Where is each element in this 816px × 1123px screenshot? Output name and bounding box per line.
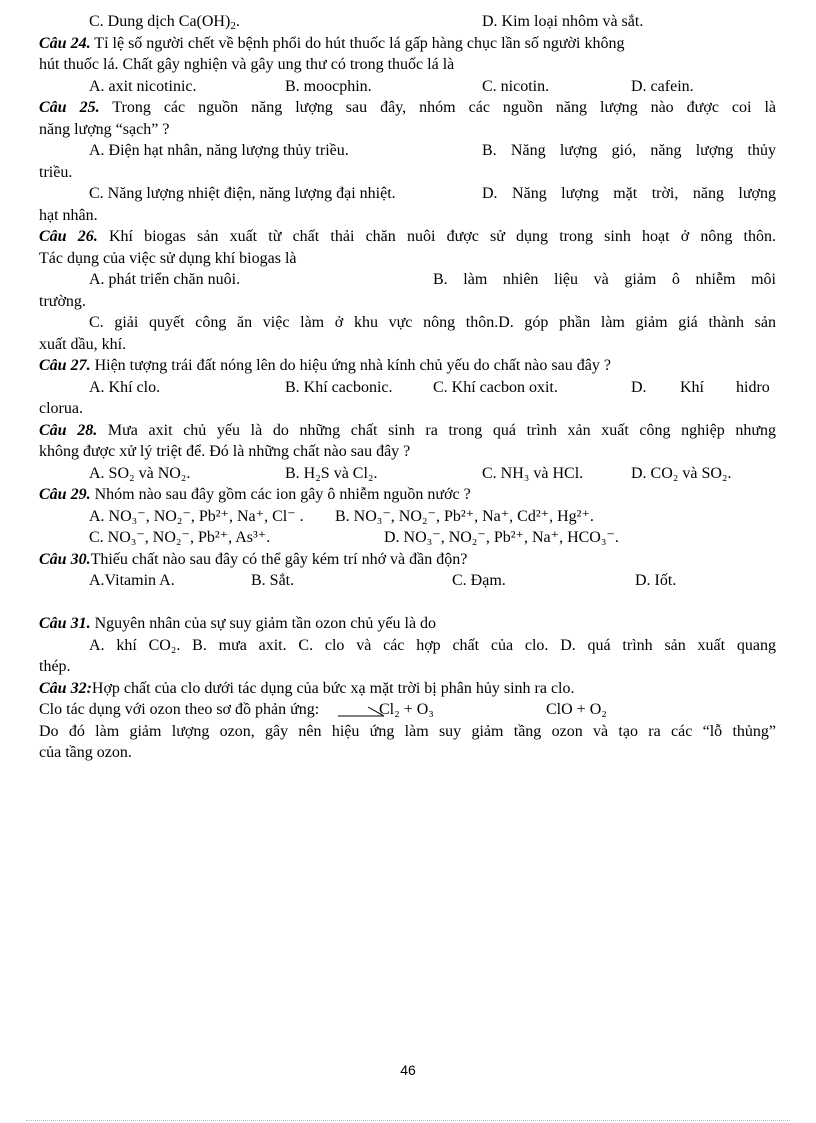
q28-question-cont: không được xử lý triệt để. Đó là những chất nào sau đây ? — [39, 443, 411, 460]
q25-option-d: D. Năng lượng mặt trời, năng lượng — [482, 185, 776, 202]
q26-label: Câu 26. — [39, 228, 98, 245]
q23-options — [39, 11, 776, 33]
q27-label: Câu 27. — [39, 357, 91, 374]
q30-question: Câu 30.Thiếu chất nào sau đây có thể gây kém trí nhớ và đần độn? — [39, 550, 468, 568]
q24-option-b: B. moocphin. — [285, 77, 372, 95]
q27-option-b: B. Khí cacbonic. — [285, 378, 393, 396]
q24-option-c: C. nicotin. — [482, 77, 550, 95]
q25-option-c: C. Năng lượng nhiệt điện, năng lượng đại nhiệt. — [89, 185, 396, 202]
q31-options-cont: thép. — [39, 658, 71, 675]
q32-reaction-prefix: Clo tác dụng với ozon theo sơ đồ phản ứng: — [39, 701, 320, 718]
q27-question: Câu 27. Hiện tượng trái đất nóng lên do hiệu ứng nhà kính chủ yếu do chất nào sau đây ? — [39, 357, 611, 374]
q23-option-c: C. Dung dịch $Ca(OH)_2$. — [89, 13, 240, 32]
q28-label: Câu 28. — [39, 421, 98, 439]
q27-option-d-cont: clorua. — [39, 400, 83, 417]
q29-option-a: A. NO₃⁻, NO₂⁻, Pb²⁺, Na⁺, Cl⁻ . — [89, 507, 304, 525]
q24-options — [39, 76, 776, 98]
q25-option-b-cont: triều. — [39, 163, 73, 181]
q29-option-b: B. NO₃⁻, NO₂⁻, Pb²⁺, Na⁺, Cd²⁺, Hg²⁺. — [335, 507, 594, 525]
q29-option-c: C. NO₃⁻, NO₂⁻, Pb²⁺, As³⁺. — [89, 529, 271, 546]
q32-reaction-line — [39, 699, 776, 721]
q24-question-cont: hút thuốc lá. Chất gây nghiện và gây ung thư có trong thuốc lá là — [39, 56, 455, 73]
q28-options — [39, 463, 776, 485]
q27-option-d-prefix: D. — [631, 378, 647, 396]
q26-question: Câu 26. Khí biogas sản xuất từ chất thải chăn nuôi được sử dụng trong sinh hoạt ở nông thôn. — [39, 228, 777, 245]
spacer — [39, 592, 776, 614]
page-number: 46 — [400, 1062, 416, 1078]
q28-question: Câu 28. Mưa axit chủ yếu là do những chất sinh ra trong quá trình xản xuất công nghiệp nhưng — [39, 421, 777, 439]
q24-question: Câu 24. Tỉ lệ số người chết về bệnh phổi do hút thuốc lá gấp hàng chục lần số người không — [39, 34, 625, 52]
q24-label: Câu 24. — [39, 34, 91, 52]
q25-options-cd — [39, 183, 776, 205]
q26-option-a: A. phát triển chăn nuôi. — [89, 271, 241, 288]
q25-option-a: A. Điện hạt nhân, năng lượng thủy triều. — [89, 142, 349, 159]
q32-reactants: Cl₂ + O₃ — [379, 701, 434, 718]
q25-question: Câu 25. Trong các nguồn năng lượng sau đây, nhóm các nguồn năng lượng nào được coi là — [39, 99, 777, 116]
q25-option-b: B. Năng lượng gió, năng lượng thủy — [482, 142, 776, 159]
q30-option-d: D. Iốt. — [635, 572, 677, 589]
q30-option-a: A.Vitamin A. — [89, 572, 175, 589]
q32-label: Câu 32: — [39, 679, 92, 697]
q32-products: ClO + O₂ — [546, 701, 607, 718]
q31-options: A. khí CO₂. B. mưa axit. C. clo và các hợp chất của clo. D. quá trình sản xuất quang — [89, 636, 776, 654]
q26-options-cd-cont: xuất dầu, khí. — [39, 335, 127, 353]
q31-label: Câu 31. — [39, 615, 91, 632]
q25-question-cont: năng lượng “sạch” ? — [39, 120, 170, 138]
q30-option-b: B. Sắt. — [251, 572, 295, 589]
q30-option-c: C. Đạm. — [452, 572, 506, 589]
q28-option-b: B. H₂S và Cl₂. — [285, 464, 378, 482]
q27-option-a: A. Khí clo. — [89, 378, 161, 396]
q24-option-d: D. cafein. — [631, 77, 694, 95]
q29-option-d: D. NO₃⁻, NO₂⁻, Pb²⁺, Na⁺, HCO₃⁻. — [384, 529, 619, 546]
q27-option-d-word2: hidro — [736, 378, 770, 396]
q32-question: Câu 32:Hợp chất của clo dưới tác dụng của bức xạ mặt trời bị phân hủy sinh ra clo. — [39, 679, 575, 697]
q30-label: Câu 30. — [39, 550, 91, 568]
page-border — [26, 1120, 790, 1121]
q32-explanation-cont: của tầng ozon. — [39, 744, 132, 761]
q28-option-c: C. NH₃ và HCl. — [482, 464, 584, 482]
document-content — [39, 11, 776, 764]
q24-option-a: A. axit nicotinic. — [89, 77, 197, 95]
q26-options-ab — [39, 269, 776, 291]
q32-explanation: Do đó làm giảm lượng ozon, gây nên hiệu ứng làm suy giảm tầng ozon và tạo ra các “lỗ thủng” — [39, 722, 776, 740]
q23-option-d: D. Kim loại nhôm và sắt. — [482, 13, 644, 30]
q25-option-d-cont: hạt nhân. — [39, 206, 98, 224]
q26-option-b: B. làm nhiên liệu và giảm ô nhiễm môi — [433, 271, 776, 288]
reaction-arrow-icon — [334, 699, 394, 721]
q26-options-cd: C. giải quyết công ăn việc làm ở khu vực nông thôn.D. góp phần làm giảm giá thành sản — [89, 314, 776, 331]
q29-options-ab — [39, 506, 776, 528]
q29-question: Câu 29. Nhóm nào sau đây gồm các ion gây ô nhiễm nguồn nước ? — [39, 486, 471, 503]
q28-option-a: A. SO₂ và NO₂. — [89, 464, 191, 482]
q27-option-d-word1: Khí — [680, 378, 704, 396]
q30-options — [39, 570, 776, 592]
q29-options-cd — [39, 527, 776, 549]
q29-label: Câu 29. — [39, 486, 91, 503]
q25-label: Câu 25. — [39, 99, 100, 116]
q28-option-d: D. CO₂ và SO₂. — [631, 464, 732, 482]
q26-option-b-cont: trường. — [39, 292, 86, 310]
q27-options — [39, 377, 776, 399]
q25-options-ab — [39, 140, 776, 162]
q26-question-cont: Tác dụng của việc sử dụng khí biogas là — [39, 249, 297, 267]
q31-question: Câu 31. Nguyên nhân của sự suy giảm tần ozon chủ yếu là do — [39, 615, 437, 632]
q27-option-c: C. Khí cacbon oxit. — [433, 378, 558, 396]
